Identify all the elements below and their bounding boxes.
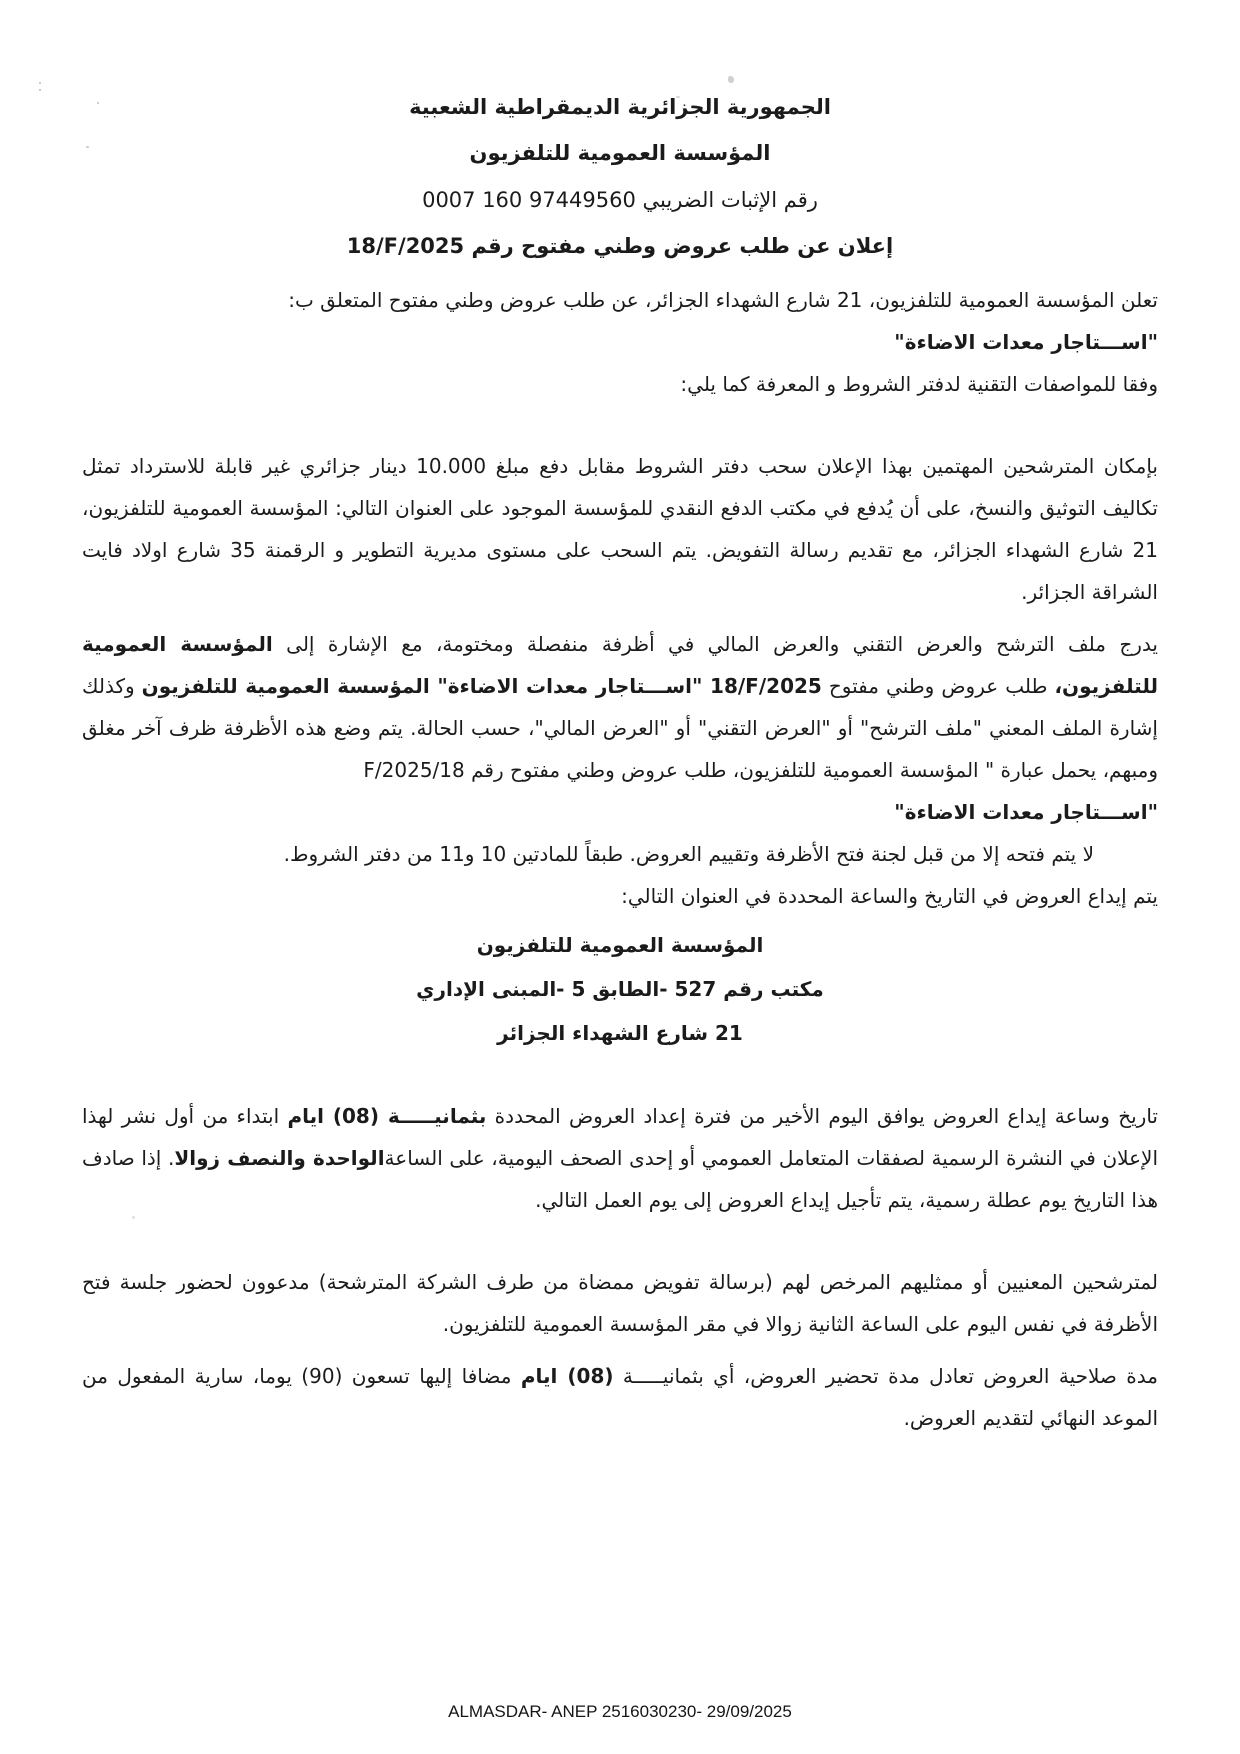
validity-text-1: مدة صلاحية العروض تعادل مدة تحضير العروض، أي بثمانيـــــة xyxy=(613,1364,1158,1388)
validity-days-bold: (08) ايام xyxy=(520,1364,614,1388)
envelopes-paragraph xyxy=(82,623,1158,791)
validity-paragraph xyxy=(82,1355,1158,1439)
envelopes-establishment-bold: المؤسسة العمومية للتلفزيون، xyxy=(82,632,1158,698)
withdrawal-paragraph: بإمكان المترشحين المهتمين بهذا الإعلان سحب دفتر الشروط مقابل دفع مبلغ 10.000 دينار جزائري غير قابلة للاسترداد تمثل تكاليف التوثيق والنسخ، على أن يُدفع في مكتب الدفع النقدي للمؤسسة الموجود على العنوان التالي: المؤسسة العمومية للتلفزيون، 21 شارع الشهداء الجزائر، مع تقديم رسالة التفويض. يتم السحب على مستوى مديرية التطوير و الرقمنة 35 شارع اولاد فايت الشراقة الجزائر. xyxy=(82,454,1158,604)
opening-committee-line: لا يتم فتحه إلا من قبل لجنة فتح الأظرفة وتقييم العروض. طبقاً للمادتين 10 و11 من دفتر الشروط. xyxy=(283,842,1094,866)
deadline-hour-bold: الواحدة والنصف زوالا xyxy=(174,1146,385,1170)
envelopes-reference: 18/F/2025 xyxy=(710,674,822,698)
address-street: 21 شارع الشهداء الجزائر xyxy=(497,1021,743,1045)
notice-title xyxy=(82,233,1158,259)
specs-line: وفقا للمواصفات التقنية لدفتر الشروط و المعرفة كما يلي: xyxy=(680,372,1158,396)
deadline-days-bold: بثمانيـــــة (08) ايام xyxy=(287,1104,487,1128)
notice-title-text: إعلان عن طلب عروض وطني مفتوح رقم xyxy=(471,233,894,258)
deposit-line: يتم إيداع العروض في التاريخ والساعة المحددة في العنوان التالي: xyxy=(621,884,1158,908)
deadline-text-1: تاريخ وساعة إيداع العروض يوافق اليوم الأخير من فترة إعداد العروض المحددة xyxy=(486,1104,1158,1128)
notice-reference: 18/F/2025 xyxy=(346,233,465,258)
tax-id-line xyxy=(82,187,1158,213)
republic-title: الجمهورية الجزائرية الديمقراطية الشعبية xyxy=(409,95,831,119)
scan-artifact xyxy=(39,82,41,84)
address-establishment: المؤسسة العمومية للتلفزيون xyxy=(476,933,764,957)
anep-footer: ALMASDAR- ANEP 2516030230- 29/09/2025 xyxy=(448,1702,792,1721)
tender-notice xyxy=(82,94,1158,1439)
envelopes-reference-2: F/2025/18 xyxy=(363,758,465,782)
tender-subject: "اســـتاجار معدات الاضاءة" xyxy=(894,330,1158,354)
attendance-paragraph: لمترشحين المعنيين أو ممثليهم المرخص لهم (برسالة تفويض ممضاة من طرف الشركة المترشحة) مدعوون لحضور جلسة فتح الأظرفة في نفس اليوم على الساعة الثانية زوالا في مقر المؤسسة العمومية للتلفزيون. xyxy=(82,1270,1158,1336)
deadline-text-3: . إذا صادف هذا التاريخ يوم عطلة رسمية، يتم تأجيل إيداع العروض إلى يوم العمل التالي. xyxy=(82,1146,1158,1212)
envelopes-text-1: يدرج ملف الترشح والعرض التقني والعرض المالي في أظرفة منفصلة ومختومة، مع الإشارة إلى xyxy=(272,632,1159,656)
tax-id-label: رقم الإثبات الضريبي xyxy=(642,187,818,212)
deadline-paragraph xyxy=(82,1095,1158,1221)
validity-text-2: مضافا إليها تسعون (90) يوما، سارية المفعول من الموعد النهائي لتقديم العروض. xyxy=(82,1364,1158,1430)
announcement-paragraph: تعلن المؤسسة العمومية للتلفزيون، 21 شارع الشهداء الجزائر، عن طلب عروض وطني مفتوح المتعلق ب: xyxy=(288,288,1158,312)
envelopes-text-2: طلب عروض وطني مفتوح xyxy=(821,674,1055,698)
deposit-address xyxy=(82,923,1158,1055)
establishment-name: المؤسسة العمومية للتلفزيون xyxy=(469,141,771,166)
scan-artifact xyxy=(39,89,41,91)
scan-artifact xyxy=(728,76,734,83)
address-office: مكتب رقم 527 -الطابق 5 -المبنى الإداري xyxy=(416,977,824,1001)
deadline-text-2: ابتداء من أول نشر لهذا الإعلان في النشرة الرسمية لصفقات المتعامل العمومي أو إحدى الصحف اليومية، على الساعة xyxy=(82,1104,1158,1170)
envelopes-text-3: وكذلك إشارة الملف المعني "ملف الترشح" أو "العرض التقني" أو "العرض المالي"، حسب الحالة. يتم وضع هذه الأظرفة ظرف آخر مغلق ومبهم، يحمل عبارة " المؤسسة العمومية للتلفزيون، طلب عروض وطني مفتوح رقم xyxy=(82,674,1158,782)
tax-id-number: 0007 160 97449560 xyxy=(422,187,636,212)
tender-subject-2: "اســـتاجار معدات الاضاءة" xyxy=(894,800,1158,824)
envelopes-subject-bold: "اســـتاجار معدات الاضاءة" المؤسسة العمومية للتلفزيون xyxy=(141,674,711,698)
